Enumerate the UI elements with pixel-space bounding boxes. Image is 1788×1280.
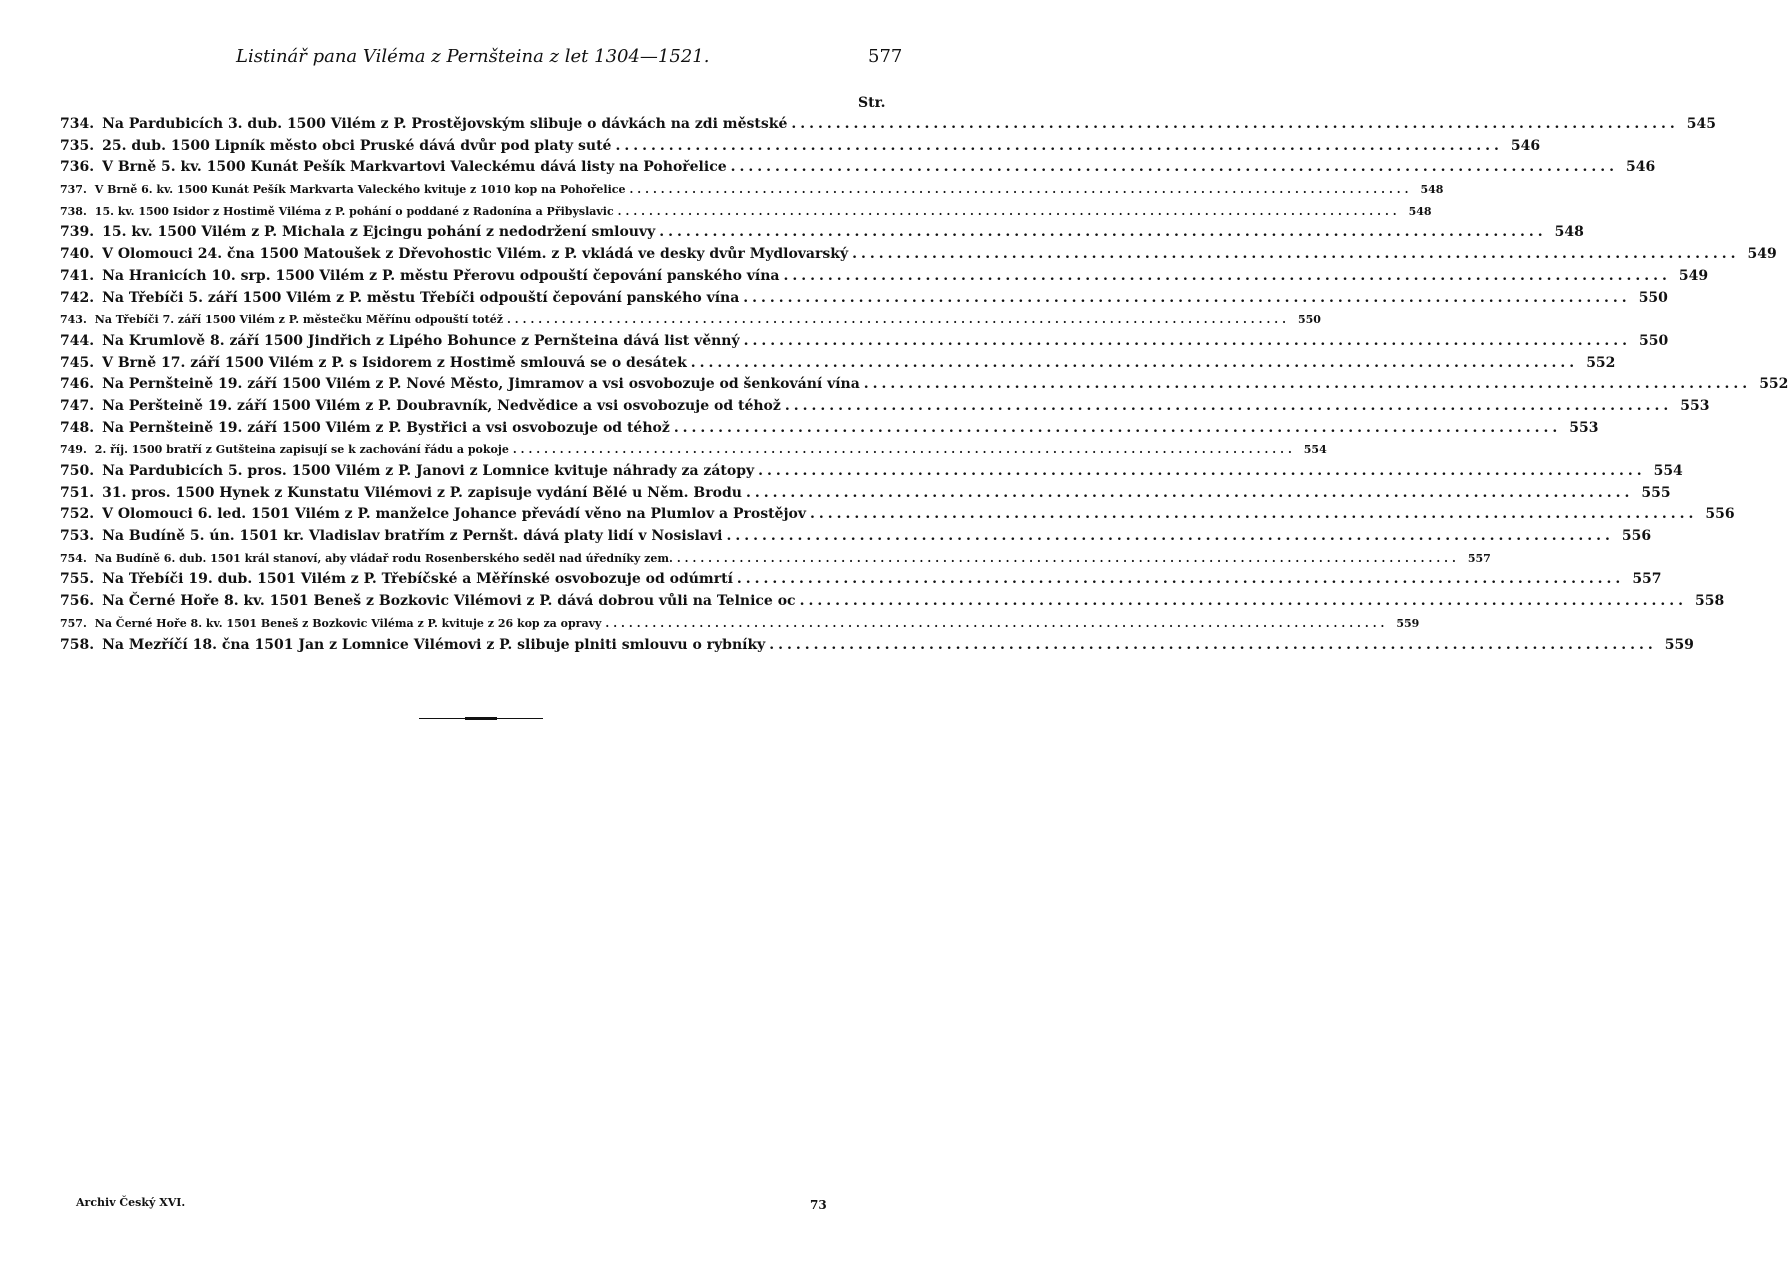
entry-number: 734. (60, 116, 95, 132)
footer-signature: Archiv Český XVI. (76, 1196, 186, 1209)
entry-description: Na Peršteině 19. září 1500 Vilém z P. Doubravník, Nedvědice a vsi osvobozuje od téhož (102, 397, 781, 414)
dot-leader (674, 418, 1561, 440)
dot-leader (507, 309, 1290, 331)
entry-description: V Brně 5. kv. 1500 Kunát Pešík Markvartovi Valeckému dává listy na Pohořelice (102, 159, 727, 176)
entry-page: 549 (1678, 267, 1709, 284)
entry-number: 743. (60, 313, 87, 327)
entry-description: 31. pros. 1500 Hynek z Kunstatu Vilémovi z P. zapisuje vydání Bělé u Něm. Brodu (102, 484, 742, 501)
page-column-label: Str. (858, 95, 886, 111)
index-entry (60, 635, 1694, 657)
entry-page: 554 (1653, 463, 1683, 479)
entry-number: 741. (60, 267, 95, 284)
entry-page: 553 (1569, 419, 1599, 436)
index-entry (60, 591, 1725, 613)
entry-number: 742. (60, 289, 95, 306)
dot-leader (618, 201, 1401, 223)
entry-number: 740. (60, 246, 95, 263)
entry-page: 548 (1554, 224, 1584, 241)
entry-page: 546 (1626, 159, 1656, 176)
entry-page: 557 (1467, 551, 1491, 565)
index-entry-list (60, 114, 1788, 656)
entry-description: V Olomouci 6. led. 1501 Vilém z P. manželce Johance převádí věno na Plumlov a Prostějov (102, 506, 807, 523)
entry-number: 746. (60, 376, 95, 393)
index-entry (60, 374, 1788, 396)
index-entry (60, 201, 1432, 223)
entry-number: 739. (60, 224, 95, 241)
index-entry (60, 526, 1652, 548)
entry-page: 555 (1641, 484, 1671, 501)
dot-leader (864, 374, 1751, 396)
dot-leader (677, 548, 1460, 570)
dot-leader (791, 114, 1678, 136)
entry-number: 748. (60, 419, 95, 436)
entry-description: 25. dub. 1500 Lipník město obci Pruské dává dvůr pod platy suté (102, 137, 612, 154)
index-entry (60, 548, 1491, 570)
index-entry (60, 288, 1668, 310)
entry-page: 548 (1408, 204, 1432, 218)
entry-number: 755. (60, 571, 95, 588)
dot-leader (746, 483, 1633, 505)
entry-page: 558 (1694, 593, 1725, 610)
entry-page: 554 (1303, 443, 1327, 457)
entry-description: 15. kv. 1500 Isidor z Hostimě Viléma z P. pohání o poddané z Radonína a Přibyslavic (94, 204, 614, 218)
dot-leader (659, 222, 1546, 244)
entry-description: Na Mezříčí 18. čna 1501 Jan z Lomnice Vilémovi z P. slibuje plniti smlouvu o rybníky (102, 636, 766, 653)
index-entry (60, 179, 1444, 201)
entry-description: Na Pardubicích 5. pros. 1500 Vilém z P. Janovi z Lomnice kvituje náhrady za zátopy (102, 463, 755, 479)
dot-leader (629, 179, 1412, 201)
running-title: Listinář pana Viléma z Pernšteina z let 1304—1521. (236, 46, 710, 67)
index-entry (60, 266, 1709, 288)
entry-page: 548 (1420, 183, 1444, 197)
entry-page: 549 (1747, 246, 1777, 263)
index-entry (60, 309, 1321, 331)
entry-description: Na Třebíči 5. září 1500 Vilém z P. městu Třebíči odpouští čepování panského vína (102, 289, 740, 306)
index-entry (60, 461, 1683, 483)
entry-page: 545 (1686, 116, 1716, 132)
entry-page: 559 (1664, 636, 1694, 653)
entry-number: 752. (60, 506, 95, 523)
entry-number: 744. (60, 332, 95, 349)
entry-description: Na Pardubicích 3. dub. 1500 Vilém z P. Prostějovským slibuje o dávkách na zdi městské (102, 116, 788, 132)
index-entry (60, 396, 1710, 418)
entry-page: 556 (1705, 506, 1735, 523)
entry-description: Na Pernšteině 19. září 1500 Vilém z P. Nové Město, Jimramov a vsi osvobozuje od šenkování vína (102, 376, 860, 393)
dot-leader (744, 331, 1631, 353)
index-entry (60, 504, 1735, 526)
dot-leader (513, 439, 1296, 461)
entry-description: Na Černé Hoře 8. kv. 1501 Beneš z Bozkovic Viléma z P. kvituje z 26 kop za opravy (94, 616, 602, 630)
entry-page: 552 (1586, 354, 1616, 371)
entry-page: 550 (1639, 332, 1669, 349)
dot-leader (726, 526, 1613, 548)
entry-description: Na Třebíči 19. dub. 1501 Vilém z P. Třebíčské a Měřínské osvobozuje od odúmrtí (102, 571, 733, 588)
dot-leader (800, 591, 1687, 613)
index-entry (60, 114, 1716, 136)
entry-page: 559 (1396, 616, 1420, 630)
index-entry (60, 244, 1777, 266)
index-entry (60, 418, 1599, 440)
entry-number: 735. (60, 137, 95, 154)
entry-number: 737. (60, 183, 87, 197)
dot-leader (785, 396, 1672, 418)
entry-description: Na Pernšteině 19. září 1500 Vilém z P. Bystřici a vsi osvobozuje od téhož (102, 419, 670, 436)
entry-description: Na Budíně 5. ún. 1501 kr. Vladislav bratřím z Pernšt. dává platy lidí v Nosislavi (102, 528, 723, 545)
entry-number: 753. (60, 528, 95, 545)
dot-leader (731, 157, 1618, 179)
entry-description: 15. kv. 1500 Vilém z P. Michala z Ejcingu pohání z nedodržení smlouvy (102, 224, 656, 241)
entry-number: 749. (60, 443, 87, 457)
entry-number: 751. (60, 484, 95, 501)
entry-page: 553 (1680, 397, 1710, 414)
entry-description: Na Třebíči 7. září 1500 Vilém z P. městečku Měřínu odpouští totéž (94, 313, 503, 327)
entry-number: 738. (60, 204, 87, 218)
entry-number: 745. (60, 354, 95, 371)
entry-description: 2. říj. 1500 bratří z Gutšteina zapisují se k zachování řádu a pokoje (94, 443, 509, 457)
footer-sheet-number: 73 (810, 1198, 827, 1212)
entry-description: V Olomouci 24. čna 1500 Matoušek z Dřevohostic Vilém. z P. vkládá ve desky dvůr Mydlovarský (102, 246, 849, 263)
index-entry (60, 157, 1656, 179)
index-entry (60, 353, 1616, 375)
entry-page: 556 (1621, 528, 1652, 545)
index-entry (60, 222, 1584, 244)
dot-leader (758, 461, 1645, 483)
entry-number: 754. (60, 551, 87, 565)
entry-page: 552 (1759, 376, 1788, 393)
dot-leader (810, 504, 1697, 526)
index-entry (60, 613, 1420, 635)
dot-leader (737, 569, 1624, 591)
entry-page: 550 (1297, 313, 1321, 327)
index-entry (60, 331, 1669, 353)
section-divider (419, 718, 543, 719)
entry-description: V Brně 6. kv. 1500 Kunát Pešík Markvarta Valeckého kvituje z 1010 kop na Pohořelice (94, 183, 626, 197)
entry-number: 736. (60, 159, 95, 176)
dot-leader (615, 136, 1502, 158)
entry-number: 750. (60, 463, 95, 479)
entry-number: 757. (60, 616, 87, 630)
entry-description: Na Hranicích 10. srp. 1500 Vilém z P. městu Přerovu odpouští čepování panského vína (102, 267, 780, 284)
dot-leader (852, 244, 1739, 266)
entry-description: Na Černé Hoře 8. kv. 1501 Beneš z Bozkovic Vilémovi z P. dává dobrou vůli na Telnice oc (102, 593, 796, 610)
entry-description: Na Budíně 6. dub. 1501 král stanoví, aby vládař rodu Rosenberského seděl nad úředníky zem. (94, 551, 673, 565)
index-entry (60, 483, 1671, 505)
entry-page: 546 (1510, 137, 1541, 154)
entry-number: 756. (60, 593, 95, 610)
entry-number: 758. (60, 636, 95, 653)
dot-leader (784, 266, 1671, 288)
dot-leader (769, 635, 1656, 657)
entry-number: 747. (60, 397, 95, 414)
entry-description: V Brně 17. září 1500 Vilém z P. s Isidorem z Hostimě smlouvá se o desátek (102, 354, 687, 371)
index-entry (60, 439, 1327, 461)
page-number: 577 (868, 46, 903, 67)
entry-page: 557 (1632, 571, 1662, 588)
index-entry (60, 136, 1541, 158)
dot-leader (743, 288, 1630, 310)
index-entry (60, 569, 1662, 591)
entry-description: Na Krumlově 8. září 1500 Jindřich z Lipého Bohunce z Pernšteina dává list věnný (102, 332, 740, 349)
dot-leader (691, 353, 1578, 375)
entry-page: 550 (1638, 289, 1668, 306)
dot-leader (605, 613, 1388, 635)
